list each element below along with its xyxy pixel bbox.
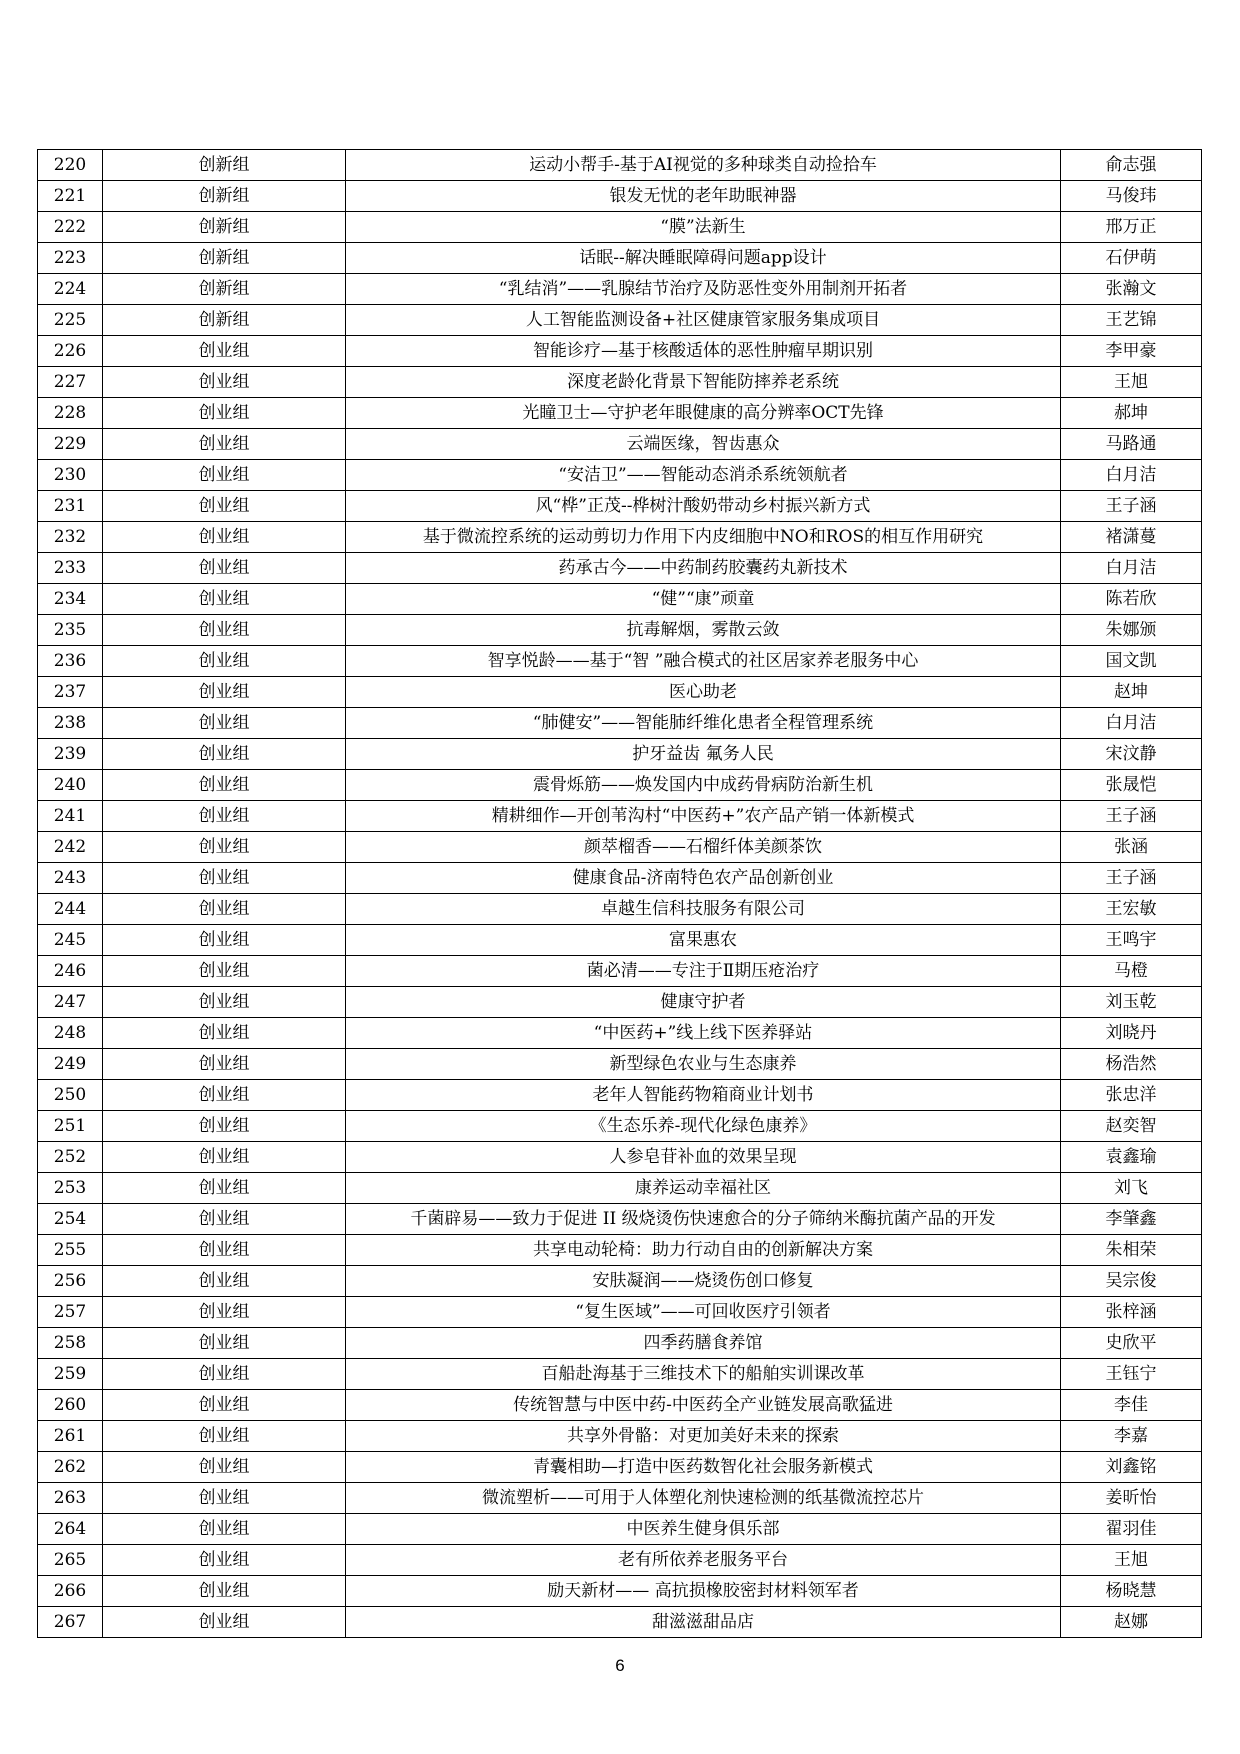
- leader-name-cell: 陈若欣: [1061, 584, 1202, 615]
- table-row: [38, 925, 1202, 956]
- row-number-cell: 239: [38, 739, 103, 770]
- table-row: [38, 429, 1202, 460]
- row-number-cell: 231: [38, 491, 103, 522]
- row-number-cell: 243: [38, 863, 103, 894]
- leader-name-cell: 白月洁: [1061, 708, 1202, 739]
- table-row: [38, 1576, 1202, 1607]
- project-name-cell: 基于微流控系统的运动剪切力作用下内皮细胞中NO和ROS的相互作用研究: [346, 522, 1061, 553]
- group-cell: 创业组: [103, 491, 346, 522]
- row-number-cell: 257: [38, 1297, 103, 1328]
- project-name-cell: 百船赴海基于三维技术下的船舶实训课改革: [346, 1359, 1061, 1390]
- leader-name-cell: 吴宗俊: [1061, 1266, 1202, 1297]
- group-cell: 创业组: [103, 1235, 346, 1266]
- group-cell: 创新组: [103, 150, 346, 181]
- table-row: [38, 243, 1202, 274]
- leader-name-cell: 杨浩然: [1061, 1049, 1202, 1080]
- group-cell: 创业组: [103, 398, 346, 429]
- group-cell: 创业组: [103, 1452, 346, 1483]
- group-cell: 创业组: [103, 1390, 346, 1421]
- row-number-cell: 232: [38, 522, 103, 553]
- group-cell: 创业组: [103, 460, 346, 491]
- leader-name-cell: 刘飞: [1061, 1173, 1202, 1204]
- row-number-cell: 247: [38, 987, 103, 1018]
- group-cell: 创新组: [103, 212, 346, 243]
- project-name-cell: 抗毒解烟，雾散云敛: [346, 615, 1061, 646]
- row-number-cell: 220: [38, 150, 103, 181]
- group-cell: 创业组: [103, 1359, 346, 1390]
- row-number-cell: 255: [38, 1235, 103, 1266]
- group-cell: 创业组: [103, 646, 346, 677]
- table-row: [38, 987, 1202, 1018]
- row-number-cell: 245: [38, 925, 103, 956]
- row-number-cell: 229: [38, 429, 103, 460]
- table-row: [38, 801, 1202, 832]
- row-number-cell: 258: [38, 1328, 103, 1359]
- leader-name-cell: 赵娜: [1061, 1607, 1202, 1638]
- table-row: [38, 1080, 1202, 1111]
- group-cell: 创业组: [103, 925, 346, 956]
- row-number-cell: 265: [38, 1545, 103, 1576]
- table-row: [38, 181, 1202, 212]
- group-cell: 创新组: [103, 305, 346, 336]
- project-name-cell: “安洁卫”——智能动态消杀系统领航者: [346, 460, 1061, 491]
- project-name-cell: 传统智慧与中医中药-中医药全产业链发展高歌猛进: [346, 1390, 1061, 1421]
- group-cell: 创业组: [103, 553, 346, 584]
- group-cell: 创业组: [103, 584, 346, 615]
- project-name-cell: 励天新材—— 高抗损橡胶密封材料领军者: [346, 1576, 1061, 1607]
- group-cell: 创业组: [103, 801, 346, 832]
- row-number-cell: 226: [38, 336, 103, 367]
- group-cell: 创业组: [103, 522, 346, 553]
- row-number-cell: 222: [38, 212, 103, 243]
- project-name-cell: 智能诊疗—基于核酸适体的恶性肿瘤早期识别: [346, 336, 1061, 367]
- project-name-cell: 护牙益齿 氟务人民: [346, 739, 1061, 770]
- table-row: [38, 584, 1202, 615]
- leader-name-cell: 褚潇蔓: [1061, 522, 1202, 553]
- leader-name-cell: 李甲豪: [1061, 336, 1202, 367]
- project-name-cell: 老有所依养老服务平台: [346, 1545, 1061, 1576]
- table-row: [38, 1018, 1202, 1049]
- project-name-cell: 微流塑析——可用于人体塑化剂快速检测的纸基微流控芯片: [346, 1483, 1061, 1514]
- group-cell: 创业组: [103, 1607, 346, 1638]
- project-name-cell: 健康食品-济南特色农产品创新创业: [346, 863, 1061, 894]
- project-name-cell: “肺健安”——智能肺纤维化患者全程管理系统: [346, 708, 1061, 739]
- leader-name-cell: 马路通: [1061, 429, 1202, 460]
- group-cell: 创业组: [103, 894, 346, 925]
- row-number-cell: 228: [38, 398, 103, 429]
- table-row: [38, 615, 1202, 646]
- leader-name-cell: 杨晓慧: [1061, 1576, 1202, 1607]
- table-row: [38, 1049, 1202, 1080]
- project-name-cell: 运动小帮手-基于AI视觉的多种球类自动捡拾车: [346, 150, 1061, 181]
- project-name-cell: 云端医缘，智齿惠众: [346, 429, 1061, 460]
- table-row: [38, 832, 1202, 863]
- leader-name-cell: 马俊玮: [1061, 181, 1202, 212]
- row-number-cell: 262: [38, 1452, 103, 1483]
- row-number-cell: 240: [38, 770, 103, 801]
- project-name-cell: 话眠--解决睡眠障碍问题app设计: [346, 243, 1061, 274]
- project-name-cell: 青囊相助—打造中医药数智化社会服务新模式: [346, 1452, 1061, 1483]
- row-number-cell: 249: [38, 1049, 103, 1080]
- project-name-cell: 康养运动幸福社区: [346, 1173, 1061, 1204]
- leader-name-cell: 张忠洋: [1061, 1080, 1202, 1111]
- project-name-cell: 中医养生健身俱乐部: [346, 1514, 1061, 1545]
- row-number-cell: 238: [38, 708, 103, 739]
- row-number-cell: 224: [38, 274, 103, 305]
- leader-name-cell: 袁鑫瑜: [1061, 1142, 1202, 1173]
- row-number-cell: 237: [38, 677, 103, 708]
- leader-name-cell: 王旭: [1061, 367, 1202, 398]
- project-name-cell: 银发无忧的老年助眠神器: [346, 181, 1061, 212]
- row-number-cell: 261: [38, 1421, 103, 1452]
- leader-name-cell: 李肇鑫: [1061, 1204, 1202, 1235]
- table-row: [38, 739, 1202, 770]
- group-cell: 创业组: [103, 770, 346, 801]
- row-number-cell: 267: [38, 1607, 103, 1638]
- table-row: [38, 1297, 1202, 1328]
- row-number-cell: 225: [38, 305, 103, 336]
- row-number-cell: 250: [38, 1080, 103, 1111]
- table-row: [38, 1514, 1202, 1545]
- table-row: [38, 367, 1202, 398]
- row-number-cell: 230: [38, 460, 103, 491]
- leader-name-cell: 张晟恺: [1061, 770, 1202, 801]
- project-name-cell: 光瞳卫士—守护老年眼健康的高分辨率OCT先锋: [346, 398, 1061, 429]
- project-name-cell: “膜”法新生: [346, 212, 1061, 243]
- table-row: [38, 1421, 1202, 1452]
- page-number: 6: [615, 1656, 625, 1675]
- leader-name-cell: 王旭: [1061, 1545, 1202, 1576]
- leader-name-cell: 张瀚文: [1061, 274, 1202, 305]
- table-row: [38, 336, 1202, 367]
- leader-name-cell: 朱娜颁: [1061, 615, 1202, 646]
- leader-name-cell: 白月洁: [1061, 553, 1202, 584]
- project-name-cell: 甜滋滋甜品店: [346, 1607, 1061, 1638]
- table-row: [38, 1111, 1202, 1142]
- project-name-cell: 颜萃榴香——石榴纤体美颜茶饮: [346, 832, 1061, 863]
- leader-name-cell: 李佳: [1061, 1390, 1202, 1421]
- project-list-table: [37, 149, 1202, 1638]
- row-number-cell: 253: [38, 1173, 103, 1204]
- project-name-cell: “复生医域”——可回收医疗引领者: [346, 1297, 1061, 1328]
- group-cell: 创业组: [103, 336, 346, 367]
- row-number-cell: 260: [38, 1390, 103, 1421]
- group-cell: 创业组: [103, 832, 346, 863]
- project-name-cell: 老年人智能药物箱商业计划书: [346, 1080, 1061, 1111]
- group-cell: 创新组: [103, 243, 346, 274]
- group-cell: 创业组: [103, 1173, 346, 1204]
- leader-name-cell: 王子涵: [1061, 801, 1202, 832]
- table-row: [38, 398, 1202, 429]
- row-number-cell: 263: [38, 1483, 103, 1514]
- group-cell: 创业组: [103, 863, 346, 894]
- project-name-cell: “乳结消”——乳腺结节治疗及防恶性变外用制剂开拓者: [346, 274, 1061, 305]
- table-row: [38, 305, 1202, 336]
- row-number-cell: 223: [38, 243, 103, 274]
- group-cell: 创业组: [103, 1111, 346, 1142]
- project-name-cell: 风“桦”正茂--桦树汁酸奶带动乡村振兴新方式: [346, 491, 1061, 522]
- leader-name-cell: 史欣平: [1061, 1328, 1202, 1359]
- group-cell: 创业组: [103, 956, 346, 987]
- leader-name-cell: 马橙: [1061, 956, 1202, 987]
- table-row: [38, 1235, 1202, 1266]
- table-row: [38, 1173, 1202, 1204]
- project-name-cell: 卓越生信科技服务有限公司: [346, 894, 1061, 925]
- table-row: [38, 1204, 1202, 1235]
- row-number-cell: 252: [38, 1142, 103, 1173]
- project-name-cell: 健康守护者: [346, 987, 1061, 1018]
- group-cell: 创新组: [103, 274, 346, 305]
- leader-name-cell: 赵奕智: [1061, 1111, 1202, 1142]
- leader-name-cell: 王宏敏: [1061, 894, 1202, 925]
- row-number-cell: 236: [38, 646, 103, 677]
- project-name-cell: 人工智能监测设备+社区健康管家服务集成项目: [346, 305, 1061, 336]
- table-row: [38, 212, 1202, 243]
- project-name-cell: 深度老龄化背景下智能防摔养老系统: [346, 367, 1061, 398]
- row-number-cell: 234: [38, 584, 103, 615]
- group-cell: 创业组: [103, 1018, 346, 1049]
- leader-name-cell: 国文凯: [1061, 646, 1202, 677]
- row-number-cell: 256: [38, 1266, 103, 1297]
- table-row: [38, 553, 1202, 584]
- leader-name-cell: 王子涵: [1061, 863, 1202, 894]
- table-row: [38, 1328, 1202, 1359]
- project-name-cell: 共享外骨骼：对更加美好未来的探索: [346, 1421, 1061, 1452]
- project-name-cell: 富果惠农: [346, 925, 1061, 956]
- group-cell: 创新组: [103, 181, 346, 212]
- project-name-cell: 药承古今——中药制药胶囊药丸新技术: [346, 553, 1061, 584]
- project-name-cell: 安肤凝润——烧烫伤创口修复: [346, 1266, 1061, 1297]
- row-number-cell: 266: [38, 1576, 103, 1607]
- row-number-cell: 246: [38, 956, 103, 987]
- group-cell: 创业组: [103, 1328, 346, 1359]
- group-cell: 创业组: [103, 1545, 346, 1576]
- project-name-cell: “健”“康”顽童: [346, 584, 1061, 615]
- table-row: [38, 1607, 1202, 1638]
- table-row: [38, 863, 1202, 894]
- table-row: [38, 274, 1202, 305]
- leader-name-cell: 刘鑫铭: [1061, 1452, 1202, 1483]
- table-row: [38, 956, 1202, 987]
- leader-name-cell: 朱相荣: [1061, 1235, 1202, 1266]
- row-number-cell: 242: [38, 832, 103, 863]
- leader-name-cell: 俞志强: [1061, 150, 1202, 181]
- leader-name-cell: 赵坤: [1061, 677, 1202, 708]
- project-name-cell: 共享电动轮椅：助力行动自由的创新解决方案: [346, 1235, 1061, 1266]
- table-row: [38, 522, 1202, 553]
- table-row: [38, 1359, 1202, 1390]
- group-cell: 创业组: [103, 1080, 346, 1111]
- group-cell: 创业组: [103, 1297, 346, 1328]
- project-name-cell: 智享悦龄——基于“智 ”融合模式的社区居家养老服务中心: [346, 646, 1061, 677]
- group-cell: 创业组: [103, 987, 346, 1018]
- table-row: [38, 708, 1202, 739]
- row-number-cell: 233: [38, 553, 103, 584]
- project-name-cell: 《生态乐养-现代化绿色康养》: [346, 1111, 1061, 1142]
- leader-name-cell: 张涵: [1061, 832, 1202, 863]
- row-number-cell: 235: [38, 615, 103, 646]
- row-number-cell: 227: [38, 367, 103, 398]
- leader-name-cell: 郝坤: [1061, 398, 1202, 429]
- table-row: [38, 1266, 1202, 1297]
- group-cell: 创业组: [103, 367, 346, 398]
- leader-name-cell: 邢万正: [1061, 212, 1202, 243]
- project-name-cell: 千菌辟易——致力于促进 II 级烧烫伤快速愈合的分子筛纳米酶抗菌产品的开发: [346, 1204, 1061, 1235]
- leader-name-cell: 宋汶静: [1061, 739, 1202, 770]
- group-cell: 创业组: [103, 708, 346, 739]
- leader-name-cell: 王鸣宇: [1061, 925, 1202, 956]
- leader-name-cell: 王艺锦: [1061, 305, 1202, 336]
- leader-name-cell: 刘玉乾: [1061, 987, 1202, 1018]
- project-name-cell: 医心助老: [346, 677, 1061, 708]
- table-row: [38, 1390, 1202, 1421]
- group-cell: 创业组: [103, 1266, 346, 1297]
- table-row: [38, 646, 1202, 677]
- project-name-cell: 新型绿色农业与生态康养: [346, 1049, 1061, 1080]
- row-number-cell: 254: [38, 1204, 103, 1235]
- row-number-cell: 221: [38, 181, 103, 212]
- project-name-cell: 震骨烁筋——焕发国内中成药骨病防治新生机: [346, 770, 1061, 801]
- row-number-cell: 264: [38, 1514, 103, 1545]
- group-cell: 创业组: [103, 1514, 346, 1545]
- table-row: [38, 491, 1202, 522]
- leader-name-cell: 王子涵: [1061, 491, 1202, 522]
- row-number-cell: 248: [38, 1018, 103, 1049]
- group-cell: 创业组: [103, 1483, 346, 1514]
- table-row: [38, 894, 1202, 925]
- group-cell: 创业组: [103, 1142, 346, 1173]
- group-cell: 创业组: [103, 1421, 346, 1452]
- group-cell: 创业组: [103, 429, 346, 460]
- group-cell: 创业组: [103, 615, 346, 646]
- group-cell: 创业组: [103, 1049, 346, 1080]
- leader-name-cell: 翟羽佳: [1061, 1514, 1202, 1545]
- table-row: [38, 1545, 1202, 1576]
- table-row: [38, 150, 1202, 181]
- table-row: [38, 1452, 1202, 1483]
- group-cell: 创业组: [103, 677, 346, 708]
- leader-name-cell: 白月洁: [1061, 460, 1202, 491]
- table-row: [38, 770, 1202, 801]
- leader-name-cell: 王钰宁: [1061, 1359, 1202, 1390]
- leader-name-cell: 石伊萌: [1061, 243, 1202, 274]
- table-row: [38, 677, 1202, 708]
- table-row: [38, 1142, 1202, 1173]
- leader-name-cell: 张梓涵: [1061, 1297, 1202, 1328]
- row-number-cell: 259: [38, 1359, 103, 1390]
- group-cell: 创业组: [103, 1576, 346, 1607]
- group-cell: 创业组: [103, 739, 346, 770]
- row-number-cell: 244: [38, 894, 103, 925]
- row-number-cell: 251: [38, 1111, 103, 1142]
- leader-name-cell: 姜昕怡: [1061, 1483, 1202, 1514]
- project-name-cell: “中医药+”线上线下医养驿站: [346, 1018, 1061, 1049]
- project-name-cell: 精耕细作—开创苇沟村“中医药+”农产品产销一体新模式: [346, 801, 1061, 832]
- project-name-cell: 四季药膳食养馆: [346, 1328, 1061, 1359]
- leader-name-cell: 刘晓丹: [1061, 1018, 1202, 1049]
- row-number-cell: 241: [38, 801, 103, 832]
- leader-name-cell: 李嘉: [1061, 1421, 1202, 1452]
- project-name-cell: 人参皂苷补血的效果呈现: [346, 1142, 1061, 1173]
- group-cell: 创业组: [103, 1204, 346, 1235]
- table-row: [38, 1483, 1202, 1514]
- project-name-cell: 菌必清——专注于Ⅱ期压疮治疗: [346, 956, 1061, 987]
- project-list-body: [38, 150, 1202, 1638]
- table-row: [38, 460, 1202, 491]
